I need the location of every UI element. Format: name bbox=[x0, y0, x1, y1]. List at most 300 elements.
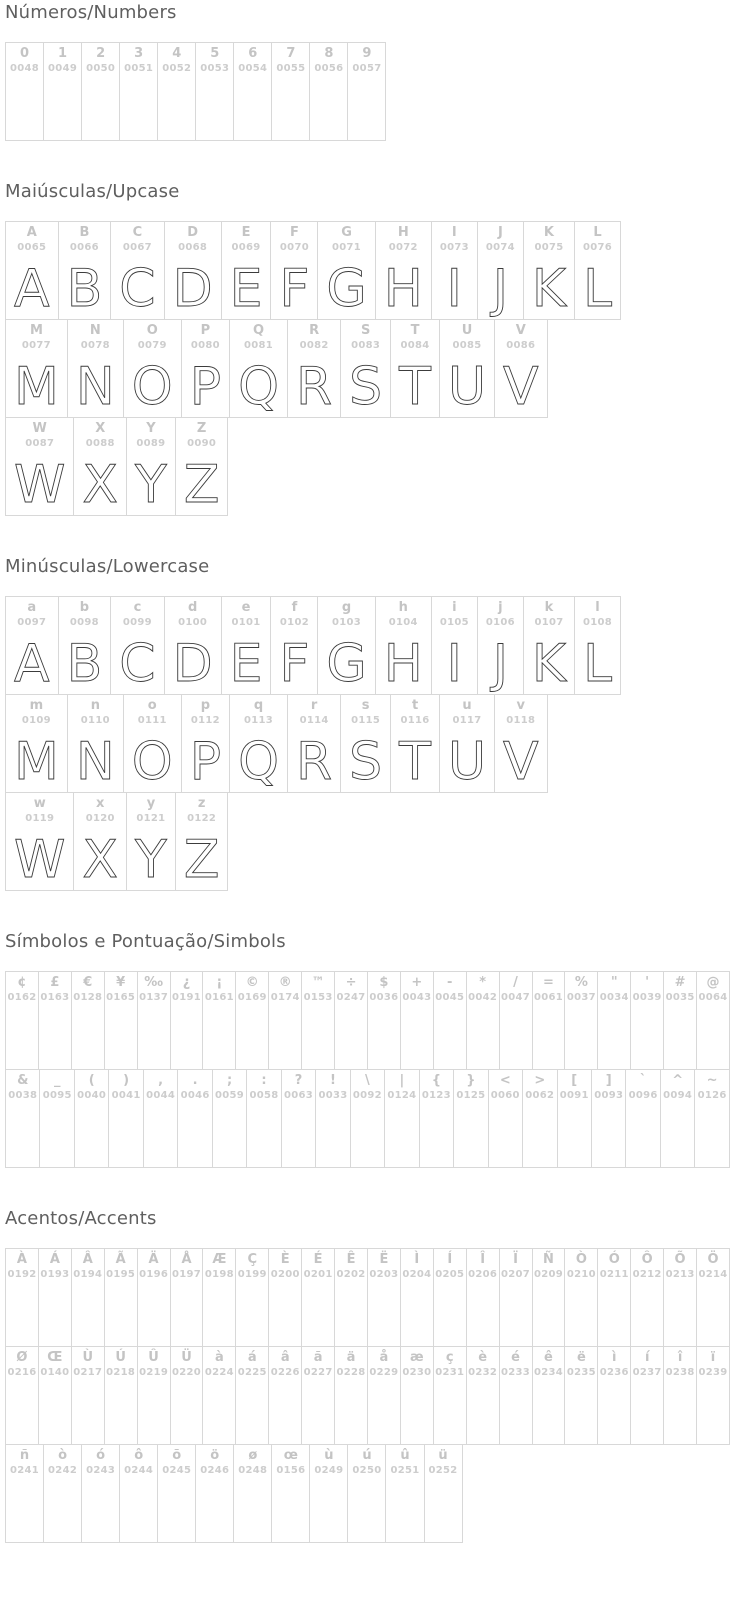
char-cell bbox=[522, 1069, 557, 1168]
char-code: 0096 bbox=[628, 1090, 658, 1102]
char-label: £ bbox=[50, 975, 60, 990]
char-code: 0118 bbox=[506, 715, 536, 727]
char-cell bbox=[488, 1069, 523, 1168]
char-glyph: E bbox=[229, 634, 263, 695]
char-code: 0191 bbox=[171, 992, 202, 1004]
char-glyph: J bbox=[492, 634, 509, 695]
char-label: > bbox=[534, 1073, 546, 1088]
char-label: ‰ bbox=[144, 975, 163, 990]
char-cell bbox=[5, 1444, 44, 1543]
char-label: 7 bbox=[286, 46, 296, 61]
char-cell bbox=[334, 1248, 368, 1347]
char-label: õ bbox=[172, 1448, 182, 1463]
char-code: 0226 bbox=[270, 1367, 300, 1379]
char-label: L bbox=[593, 225, 602, 240]
char-cell bbox=[663, 971, 697, 1070]
char-cell bbox=[347, 1444, 386, 1543]
char-label: f bbox=[291, 600, 298, 615]
char-label: ™ bbox=[311, 975, 325, 990]
char-code: 0121 bbox=[136, 813, 166, 825]
charmap-table bbox=[5, 596, 730, 891]
char-code: 0242 bbox=[48, 1465, 78, 1477]
char-code: 0048 bbox=[10, 63, 40, 75]
char-label: Q bbox=[253, 323, 265, 338]
char-glyph: M bbox=[14, 357, 59, 418]
char-row bbox=[6, 43, 730, 141]
char-cell bbox=[126, 417, 176, 516]
char-cell bbox=[334, 971, 368, 1070]
char-glyph: T bbox=[399, 732, 431, 793]
char-label: e bbox=[241, 600, 251, 615]
char-code: 0053 bbox=[200, 63, 230, 75]
char-code: 0103 bbox=[332, 617, 362, 629]
char-label: ` bbox=[639, 1073, 647, 1088]
char-label: ] bbox=[605, 1073, 612, 1088]
char-cell bbox=[268, 971, 302, 1070]
char-cell bbox=[301, 1248, 335, 1347]
char-cell bbox=[301, 971, 335, 1070]
char-glyph: S bbox=[349, 357, 383, 418]
char-cell bbox=[43, 42, 82, 141]
char-cell bbox=[170, 971, 204, 1070]
char-code: 0052 bbox=[162, 63, 192, 75]
char-row bbox=[6, 972, 730, 1070]
char-cell bbox=[235, 1248, 269, 1347]
char-cell bbox=[287, 694, 341, 793]
char-label: Z bbox=[196, 421, 207, 436]
char-cell bbox=[73, 792, 127, 891]
char-label: ( bbox=[88, 1073, 95, 1088]
char-glyph: L bbox=[583, 634, 613, 695]
char-code: 0090 bbox=[187, 438, 217, 450]
char-cell bbox=[110, 596, 164, 695]
char-cell bbox=[433, 1346, 467, 1445]
char-glyph: I bbox=[446, 634, 462, 695]
char-label: Ä bbox=[148, 1252, 159, 1267]
char-code: 0083 bbox=[351, 340, 381, 352]
char-label: * bbox=[479, 975, 487, 990]
char-code: 0111 bbox=[137, 715, 167, 727]
char-label: î bbox=[677, 1350, 683, 1365]
char-label: y bbox=[146, 796, 156, 811]
char-code: 0195 bbox=[106, 1269, 136, 1281]
char-code: 0220 bbox=[171, 1367, 202, 1379]
char-cell bbox=[137, 1346, 171, 1445]
char-label: k bbox=[544, 600, 554, 615]
char-code: 0038 bbox=[8, 1090, 38, 1102]
char-cell bbox=[246, 1069, 281, 1168]
char-code: 0210 bbox=[566, 1269, 596, 1281]
char-code: 0100 bbox=[178, 617, 208, 629]
char-label: Ë bbox=[379, 1252, 389, 1267]
char-label: 6 bbox=[248, 46, 258, 61]
char-cell bbox=[419, 1069, 454, 1168]
char-label: ' bbox=[645, 975, 650, 990]
char-cell bbox=[81, 42, 120, 141]
char-cell bbox=[5, 417, 74, 516]
char-label: v bbox=[516, 698, 526, 713]
char-code: 0212 bbox=[632, 1269, 662, 1281]
char-cell bbox=[43, 1444, 82, 1543]
char-label: | bbox=[399, 1073, 405, 1088]
char-cell bbox=[523, 221, 575, 320]
char-glyph: I bbox=[446, 259, 462, 320]
char-cell bbox=[202, 1248, 236, 1347]
char-code: 0230 bbox=[402, 1367, 432, 1379]
char-label: Ï bbox=[513, 1252, 518, 1267]
char-label: K bbox=[543, 225, 554, 240]
char-code: 0234 bbox=[533, 1367, 563, 1379]
char-label: H bbox=[397, 225, 409, 240]
char-cell bbox=[5, 694, 68, 793]
char-code: 0107 bbox=[534, 617, 564, 629]
char-glyph: U bbox=[447, 732, 486, 793]
char-code: 0241 bbox=[10, 1465, 40, 1477]
char-label: X bbox=[95, 421, 106, 436]
char-label: 2 bbox=[96, 46, 106, 61]
char-cell bbox=[574, 596, 621, 695]
char-code: 0042 bbox=[468, 992, 498, 1004]
section-numbers bbox=[5, 2, 730, 141]
char-code: 0200 bbox=[270, 1269, 300, 1281]
char-code: 0174 bbox=[270, 992, 300, 1004]
char-cell bbox=[39, 1069, 74, 1168]
char-label: s bbox=[361, 698, 370, 713]
char-code: 0239 bbox=[698, 1367, 728, 1379]
char-cell bbox=[235, 971, 269, 1070]
char-cell bbox=[390, 319, 440, 418]
char-cell bbox=[233, 42, 272, 141]
char-cell bbox=[5, 221, 59, 320]
char-code: 0231 bbox=[435, 1367, 465, 1379]
char-cell bbox=[221, 221, 272, 320]
char-cell bbox=[181, 319, 230, 418]
section-symbols bbox=[5, 931, 730, 1168]
char-code: 0207 bbox=[501, 1269, 531, 1281]
char-glyph: E bbox=[229, 259, 263, 320]
char-cell bbox=[630, 1248, 664, 1347]
char-label: G bbox=[341, 225, 352, 240]
char-cell bbox=[229, 694, 288, 793]
char-code: 0098 bbox=[69, 617, 99, 629]
char-label: l bbox=[595, 600, 600, 615]
char-label: Ö bbox=[707, 1252, 719, 1267]
char-code: 0244 bbox=[124, 1465, 154, 1477]
char-cell bbox=[58, 596, 112, 695]
char-cell bbox=[431, 596, 478, 695]
char-label: Y bbox=[146, 421, 156, 436]
char-label: J bbox=[497, 225, 503, 240]
char-cell bbox=[367, 1346, 401, 1445]
char-label: Œ bbox=[47, 1350, 63, 1365]
char-cell bbox=[104, 1248, 138, 1347]
char-label: T bbox=[410, 323, 420, 338]
char-cell bbox=[466, 971, 500, 1070]
char-cell bbox=[350, 1069, 385, 1168]
char-cell bbox=[390, 694, 440, 793]
char-cell bbox=[5, 1346, 39, 1445]
char-cell bbox=[270, 596, 318, 695]
char-label: Â bbox=[82, 1252, 93, 1267]
char-cell bbox=[195, 42, 234, 141]
char-code: 0104 bbox=[388, 617, 418, 629]
char-code: 0206 bbox=[468, 1269, 498, 1281]
char-label: ~ bbox=[706, 1073, 718, 1088]
char-code: 0047 bbox=[501, 992, 531, 1004]
char-cell bbox=[696, 1346, 730, 1445]
char-code: 0218 bbox=[106, 1367, 136, 1379]
char-row bbox=[6, 1347, 730, 1445]
char-label: D bbox=[187, 225, 198, 240]
char-code: 0045 bbox=[435, 992, 465, 1004]
char-code: 0246 bbox=[200, 1465, 230, 1477]
char-cell bbox=[81, 1444, 120, 1543]
char-code: 0065 bbox=[17, 242, 47, 254]
char-glyph: W bbox=[14, 455, 66, 516]
char-cell bbox=[175, 792, 229, 891]
char-code: 0124 bbox=[387, 1090, 417, 1102]
char-label: M bbox=[29, 323, 43, 338]
char-label: Î bbox=[480, 1252, 486, 1267]
char-code: 0238 bbox=[665, 1367, 695, 1379]
char-cell bbox=[202, 971, 236, 1070]
char-cell bbox=[281, 1069, 316, 1168]
char-code: 0211 bbox=[599, 1269, 629, 1281]
char-code: 0192 bbox=[7, 1269, 37, 1281]
char-code: 0224 bbox=[204, 1367, 234, 1379]
char-label: o bbox=[147, 698, 157, 713]
char-label: Ü bbox=[181, 1350, 192, 1365]
char-label: Á bbox=[49, 1252, 60, 1267]
char-code: 0064 bbox=[698, 992, 728, 1004]
char-cell bbox=[400, 971, 434, 1070]
char-label: © bbox=[245, 975, 259, 990]
char-code: 0201 bbox=[303, 1269, 333, 1281]
char-code: 0082 bbox=[299, 340, 329, 352]
char-label: u bbox=[462, 698, 472, 713]
char-code: 0251 bbox=[390, 1465, 420, 1477]
char-code: 0071 bbox=[332, 242, 362, 254]
char-label: í bbox=[644, 1350, 650, 1365]
char-cell bbox=[315, 1069, 350, 1168]
char-label: + bbox=[411, 975, 423, 990]
char-code: 0066 bbox=[69, 242, 99, 254]
char-code: 0059 bbox=[215, 1090, 245, 1102]
char-cell bbox=[309, 1444, 348, 1543]
char-label: , bbox=[158, 1073, 164, 1088]
char-code: 0125 bbox=[456, 1090, 486, 1102]
char-cell bbox=[334, 1346, 368, 1445]
char-code: 0250 bbox=[352, 1465, 382, 1477]
char-code: 0058 bbox=[249, 1090, 279, 1102]
char-glyph: W bbox=[14, 830, 66, 891]
char-code: 0061 bbox=[533, 992, 563, 1004]
char-label: N bbox=[89, 323, 101, 338]
char-cell bbox=[574, 221, 621, 320]
char-code: 0055 bbox=[276, 63, 306, 75]
char-glyph: D bbox=[172, 634, 213, 695]
char-row bbox=[6, 418, 730, 516]
char-glyph: F bbox=[279, 259, 310, 320]
char-cell bbox=[123, 319, 182, 418]
char-code: 0093 bbox=[594, 1090, 624, 1102]
char-label: d bbox=[187, 600, 198, 615]
char-code: 0205 bbox=[435, 1269, 465, 1281]
char-label: û bbox=[400, 1448, 410, 1463]
section-uppercase bbox=[5, 181, 730, 516]
char-cell bbox=[663, 1346, 697, 1445]
char-glyph: Y bbox=[135, 830, 167, 891]
char-label: À bbox=[16, 1252, 27, 1267]
char-code: 0054 bbox=[238, 63, 268, 75]
char-cell bbox=[73, 417, 127, 516]
char-label: = bbox=[543, 975, 554, 990]
char-label: a bbox=[27, 600, 37, 615]
char-label: ; bbox=[226, 1073, 233, 1088]
char-code: 0089 bbox=[136, 438, 166, 450]
char-code: 0243 bbox=[86, 1465, 116, 1477]
char-label: ê bbox=[544, 1350, 553, 1365]
char-code: 0165 bbox=[106, 992, 136, 1004]
char-code: 0108 bbox=[583, 617, 613, 629]
char-cell bbox=[431, 221, 478, 320]
char-code: 0202 bbox=[336, 1269, 366, 1281]
char-row bbox=[6, 1070, 730, 1168]
char-label: c bbox=[133, 600, 142, 615]
char-label: j bbox=[498, 600, 503, 615]
char-cell bbox=[181, 694, 230, 793]
char-glyph: Q bbox=[238, 357, 280, 418]
char-code: 0069 bbox=[231, 242, 261, 254]
char-label: è bbox=[478, 1350, 488, 1365]
char-code: 0114 bbox=[299, 715, 329, 727]
char-cell bbox=[235, 1346, 269, 1445]
char-label: [ bbox=[571, 1073, 578, 1088]
char-code: 0193 bbox=[40, 1269, 70, 1281]
char-label: E bbox=[241, 225, 251, 240]
char-cell bbox=[453, 1069, 488, 1168]
section-title: Acentos/Accents bbox=[5, 1208, 157, 1229]
char-code: 0099 bbox=[122, 617, 152, 629]
char-label: C bbox=[132, 225, 143, 240]
char-cell bbox=[400, 1346, 434, 1445]
char-cell bbox=[400, 1248, 434, 1347]
char-cell bbox=[5, 1069, 40, 1168]
char-code: 0106 bbox=[485, 617, 515, 629]
char-label: R bbox=[309, 323, 320, 338]
char-label: W bbox=[32, 421, 47, 436]
char-code: 0232 bbox=[468, 1367, 498, 1379]
char-code: 0044 bbox=[146, 1090, 176, 1102]
char-code: 0034 bbox=[599, 992, 629, 1004]
char-code: 0123 bbox=[421, 1090, 451, 1102]
char-cell bbox=[439, 319, 495, 418]
char-glyph: H bbox=[383, 259, 423, 320]
char-code: 0079 bbox=[137, 340, 167, 352]
char-label: ^ bbox=[672, 1073, 684, 1088]
char-cell bbox=[143, 1069, 178, 1168]
char-cell bbox=[71, 1248, 105, 1347]
section-title: Números/Numbers bbox=[5, 2, 177, 23]
char-label: \ bbox=[365, 1073, 370, 1088]
char-cell bbox=[268, 1346, 302, 1445]
char-code: 0097 bbox=[17, 617, 47, 629]
char-code: 0070 bbox=[279, 242, 309, 254]
char-cell bbox=[663, 1248, 697, 1347]
char-cell bbox=[597, 1248, 631, 1347]
char-code: 0101 bbox=[231, 617, 261, 629]
char-code: 0169 bbox=[237, 992, 267, 1004]
char-code: 0088 bbox=[85, 438, 115, 450]
char-cell bbox=[424, 1444, 463, 1543]
char-code: 0110 bbox=[80, 715, 110, 727]
char-row bbox=[6, 597, 730, 695]
char-code: 0109 bbox=[21, 715, 51, 727]
char-cell bbox=[317, 221, 375, 320]
char-glyph: Q bbox=[238, 732, 280, 793]
char-code: 0057 bbox=[352, 63, 382, 75]
char-cell bbox=[137, 971, 171, 1070]
char-code: 0137 bbox=[139, 992, 169, 1004]
char-cell bbox=[5, 319, 68, 418]
char-code: 0252 bbox=[428, 1465, 458, 1477]
char-code: 0229 bbox=[369, 1367, 399, 1379]
char-label: q bbox=[253, 698, 264, 713]
char-glyph: B bbox=[66, 259, 103, 320]
char-label: œ bbox=[283, 1448, 298, 1463]
char-code: 0043 bbox=[402, 992, 432, 1004]
char-code: 0156 bbox=[276, 1465, 306, 1477]
char-cell bbox=[108, 1069, 143, 1168]
char-code: 0091 bbox=[559, 1090, 589, 1102]
char-label: 0 bbox=[20, 46, 30, 61]
char-row bbox=[6, 320, 730, 418]
char-cell bbox=[110, 221, 164, 320]
char-cell bbox=[104, 971, 138, 1070]
char-code: 0198 bbox=[204, 1269, 234, 1281]
char-glyph: G bbox=[326, 634, 367, 695]
char-label: ¥ bbox=[116, 975, 126, 990]
char-code: 0113 bbox=[244, 715, 274, 727]
char-label: B bbox=[79, 225, 90, 240]
char-cell bbox=[157, 1444, 196, 1543]
char-label: < bbox=[499, 1073, 511, 1088]
char-label: ! bbox=[329, 1073, 336, 1088]
char-label: ñ bbox=[19, 1448, 30, 1463]
char-cell bbox=[221, 596, 272, 695]
char-label: Ù bbox=[82, 1350, 94, 1365]
char-glyph: K bbox=[531, 259, 567, 320]
char-cell bbox=[170, 1346, 204, 1445]
char-code: 0219 bbox=[139, 1367, 169, 1379]
char-label: h bbox=[398, 600, 408, 615]
char-label: Õ bbox=[674, 1252, 686, 1267]
char-glyph: V bbox=[503, 357, 539, 418]
char-cell bbox=[375, 596, 432, 695]
char-code: 0213 bbox=[665, 1269, 695, 1281]
char-code: 0196 bbox=[139, 1269, 169, 1281]
section-title: Símbolos e Pontuação/Simbols bbox=[5, 931, 286, 952]
char-code: 0126 bbox=[697, 1090, 727, 1102]
char-code: 0105 bbox=[439, 617, 469, 629]
char-code: 0084 bbox=[400, 340, 430, 352]
char-row bbox=[6, 793, 730, 891]
char-label: O bbox=[146, 323, 158, 338]
char-label: t bbox=[411, 698, 419, 713]
char-code: 0235 bbox=[566, 1367, 596, 1379]
char-label: : bbox=[261, 1073, 267, 1088]
char-code: 0225 bbox=[237, 1367, 267, 1379]
